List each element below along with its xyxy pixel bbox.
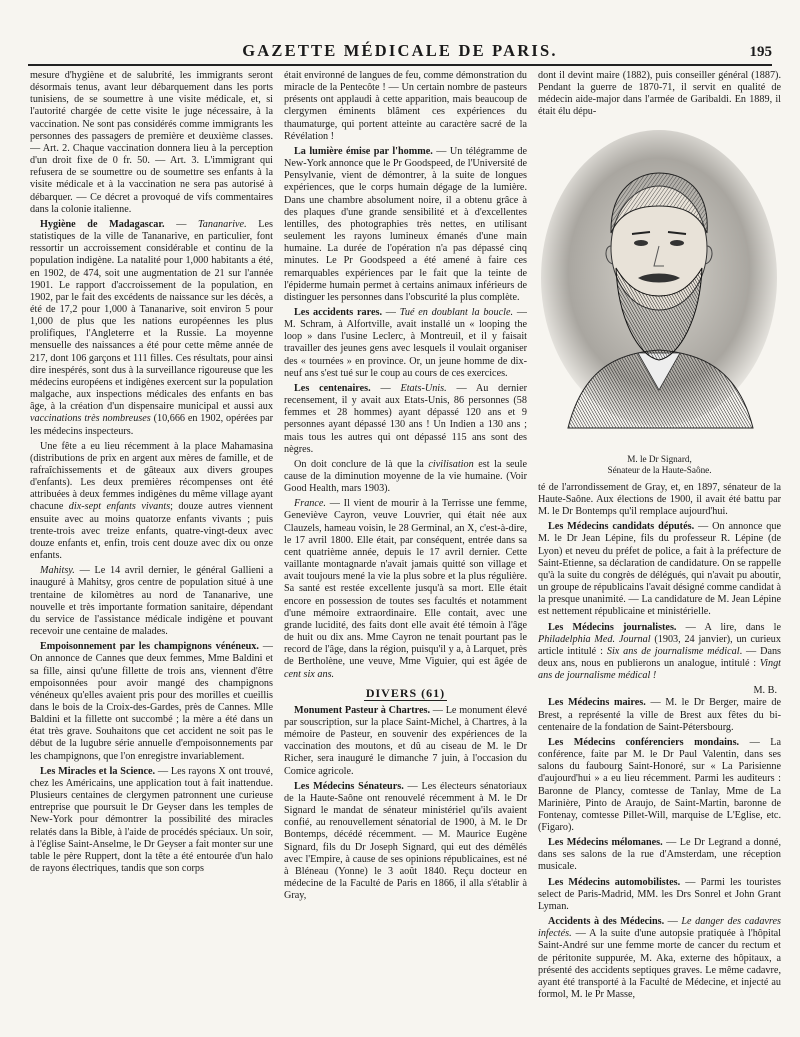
article-body: — M. Schram, à Alfortville, avait installé un « looping the loop » dans l'usine Leclerc, à Montreuil, et il y faisait travailler des jeunes gens avec lesquels il voulait organiser des « tournées » en province. Or, un jeune homme de dix-neuf ans s'est tué sur le coup au cours de ces exercices. xyxy=(284,306,527,379)
article-heading: Les Médecins journalistes. xyxy=(548,621,677,633)
article-heading: Les Médecins automobilistes. xyxy=(548,876,681,888)
article-body: Les statistiques de la ville de Tananarive, en particulier, font ressortir un accroissement considérable et continu de la population indigène. La natalité pour 1,000 habitants a été, en 1902, de 474, soit une augmentation de 21 sur l'année 1901. Le rapport d'accroissement de la population, en 1902, par le fait des excédents de naissance sur les décès, a été de 17,2 pour 1,000 à Tananarive, soit environ 5 pour 1,000 de plus que les nations européennes les plus prolifiques, l'Angleterre et la Russie. La moyenne mensuelle des naissances a été pour cette même année de 217, dont 106 garçons et 111 filles. Ces résultats, pour ainsi dire inespérés, sont dus à la surveillance rigoureuse que les médecins européens et indigènes exercent sur la population malgache, aux inspections médicales des enfants en bas âge, à la création d'un dispensaire municipal et aussi aux xyxy=(30,218,273,413)
caption-name: M. le Dr Signard, xyxy=(627,453,692,464)
article-accidents-medecins: Accidents à des Médecins. — Le danger des cadavres infectés. — A la suite d'une autopsie pratiquée à l'hôpital Saint-André sur une femme morte de cancer du rectum et de péritonite suppurée, M. Aka, externe des hôpitaux, a présenté des accidents septiques graves. Le même cadavre, ayant été transporté à la Faculté de Médecine, et injecté au formol, M. le Pr Masse, xyxy=(538,916,781,1001)
article-heading: Les Médecins mélomanes. xyxy=(548,837,663,849)
column-2 xyxy=(284,70,527,1032)
paragraph-text: — Il vient de mourir à la Terrisse une femme, Geneviève Cayron, veuve Louvrier, qui était née aux Clauzels, hameau voisin, le 28 Germinal, an X, c'est-à-dire, le 17 avril 1800. Elle était, par conséquent, entrée dans sa cent quatrième année, depuis le 17 avril dernier. Cette vaillante montagnarde n'avait jamais quitté son village et avait toujours mené la vie la plus sobre et la plus régulière. Sa santé est restée excellente jusqu'à sa mort. Elle était encore en possession de toutes ses facultés et notamment d'une mémoire extraordinaire. Elle contait, avec une grande lucidité, des faits dont elle avait été témoin à l'âge de huit ou dix ans. Mme Cayron ne tenait pourtant pas le record de l'âge, dans la région, puisqu'il y a, à Larquet, près de Bertholène, une veuve, Mme Viguier, qui est âgée de xyxy=(284,498,527,668)
paragraph-mahitsy xyxy=(30,565,273,638)
article-lumiere xyxy=(284,146,527,304)
article-candidats-deputes xyxy=(538,521,781,618)
journal-title: GAZETTE MÉDICALE DE PARIS. xyxy=(242,41,558,60)
article-centenaires: Les centenaires. — Etats-Unis. — Au dernier recensement, il y avait aux Etats-Unis, 86 personnes (58 femmes et 28 hommes) ayant dépassé 120 ans et 9 personnes ayant dépassé 130 ans ! Un Indien a 130 ans ; mais tous les autres qui ont dépassé 115 ans sont des nègres. xyxy=(284,382,527,455)
paragraph-fete xyxy=(30,441,273,563)
article-champignons xyxy=(30,641,273,763)
article-accidents-rares: Les accidents rares. — Tué en doublant la boucle. — M. Schram, à Alfortville, avait installé un « looping the loop » dans l'usine Leclerc, à Montreuil, et il y faisait travailler des jeunes gens avec lesquels il voulait organiser des « tournées » en province. Or, un jeune homme de dix-neuf ans s'est tué sur le coup au cours de ces exercices. xyxy=(284,306,527,379)
article-body-2: (1903, 24 janvier), un curieux article intitulé : xyxy=(538,633,781,657)
article-subheading: Tué en doublant la boucle. xyxy=(399,306,514,318)
article-senateurs xyxy=(284,781,527,903)
article-heading: Les Médecins maires. xyxy=(548,697,646,709)
paragraph-lead: Mahitsy. xyxy=(40,565,75,577)
article-journalistes xyxy=(538,622,781,683)
article-subheading: Etats-Unis. xyxy=(400,382,447,394)
paragraph-emphasis: cent six ans. xyxy=(284,668,335,680)
article-heading: Hygiène de Madagascar. xyxy=(40,218,165,230)
paragraph-text: On doit conclure de là que la xyxy=(294,458,424,470)
paragraph-text-tail: ; douze autres viennent ensuite avec au moins quatorze enfants vivants ; puis trente-trois avec treize enfants, quatre-vingt-deux avec douze enfants et, enfin, trois cent douze avec dix ou onze enfants. xyxy=(30,501,273,562)
article-madagascar: Hygiène de Madagascar. — Tananarive. Les statistiques de la ville de Tananarive, en particulier, font ressortir un accroissement considérable et continu de la population indigène. La natalité pour 1,000 habitants a été, en 1902, de 474, soit une augmentation de 21 sur l'année 1901. Le rapport d'accroissement de la population, en 1902, par le fait des excédents de naissance sur les décès, a été de 17,2 pour 1,000 à Tananarive, soit environ 5 pour 1,000 de plus que les nations européennes les plus prolifiques, l'Angleterre et la Russie. La moyenne mensuelle des naissances a été pour cette même année de 217, dont 106 garçons et 111 filles. Ces résultats, pour ainsi dire inespérés, sont dus à la surveillance rigoureuse que les médecins européens et indigènes exercent sur la population malgache, aux inspections médicales des enfants en bas âge, à la création d'un dispensaire municipal et aussi aux vaccinations très nombreuses (10,666 en 1902, opérées par les médecins inspecteurs. xyxy=(30,218,273,437)
article-body: — La conférence, faite par M. le Dr Paul Valentin, dans ses salons du faubourg Saint-Honoré, sur « La Parisienne d'aujourd'hui » a eu lieu récemment. Parmi les auditeurs : Baronne de Plancy, comtesse de Tanlay, Mme de La Marinière, Pinto de Araujo, de Saint-Martin, baronne de Fontenay, comtesse Pillet-Will, marquise de L'Eglise, etc. (Figaro). xyxy=(538,736,781,833)
paragraph-france xyxy=(284,498,527,680)
article-body: — Au dernier recensement, il y avait aux Etats-Unis, 86 personnes (58 femmes et 28 hommes) ayant dépassé 120 ans et 9 personnes ayant dépassé 130 ans ! Un Indien a 130 ans ; mais tous les autres qui ont dépassé 115 ans sont des nègres. xyxy=(284,382,527,455)
article-body: — Les rayons X ont trouvé, chez les Américains, une application tout à fait inattendue. Plusieurs centaines de clergymen patronnent une curieuse entreprise que poursuit le Dr Geyser dans les temples de New-York pour démontrer la possibilité des miracles relatés dans la Bible, à l'aide de procédés spéciaux. Un soir, à l'église Saint-Anselme, le Dr Geyser a fait monter sur une table le père Ruppert, dont la tête a été entourée d'un halo de rayons électriques, tandis que son corps xyxy=(30,765,273,874)
article-emphasis: vaccinations très nombreuses xyxy=(30,413,151,425)
paragraph-text: Une fête a eu lieu récemment à la place Mahamasina (distributions de prix en argent aux mères de famille, et de rafraîchissements et de gâteaux aux divers groupes d'enfants). Les deux premières récompenses ont été attribuées à deux femmes indigènes du même village ayant chacune xyxy=(30,440,273,513)
section-heading-text: DIVERS (61) xyxy=(365,685,446,700)
paragraph-signard-end: té de l'arrondissement de Gray, et, en 1897, sénateur de la Haute-Saône. Aux élections de 1900, il avait été battu par M. le Dr Bontemps qu'il remplace aujourd'hui. xyxy=(538,481,781,518)
paragraph-conclure xyxy=(284,459,527,495)
article-body: — Le Dr Legrand a donné, dans ses salons de la rue d'Amsterdam, une réception musicale. xyxy=(538,837,781,873)
paragraph-miracles-cont: était environné de langues de feu, comme démonstration du miracle de la Pentecôte ! — Un certain nombre de pasteurs présents ont applaudi à cette apparition, mais beaucoup de clergymen éminents blâment ces expériences du thaumaturge, qui portent atteinte au caractère sacré de la Révélation ! xyxy=(284,70,527,142)
article-maires xyxy=(538,697,781,733)
article-body: — Les électeurs sénatoriaux de la Haute-Saône ont renouvelé récemment à M. le Dr Signard le mandat de sénateur ministériel qu'ils avaient confié, au renouvellement sénatorial de 1900, à M. le Dr Bontemps, décédé récemment. — M. Maurice Eugène Signard, fils du Dr Joseph Signard, qui eut des démêlés avec l'Empire, à cause de ses opinions républicaines, est né à Bléneau (Yonne) le 3 août 1840. Reçu docteur en médecine de la Faculté de Paris en 1866, il alla s'établir à Gray, xyxy=(284,780,527,902)
article-body: — A la suite d'une autopsie pratiquée à l'hôpital Saint-André sur une femme morte de cancer du rectum et de péritonite suppurée, M. Aka, externe des hôpitaux, a présenté des accidents septiques graves. Le même cadavre, ayant été transporté à la Faculté de Médecine, et injecté au formol, M. le Pr Masse, xyxy=(538,928,781,1001)
portrait-caption xyxy=(538,454,781,476)
caption-title: Sénateur de la Haute-Saône. xyxy=(607,464,712,475)
article-monument-pasteur xyxy=(284,705,527,778)
paragraph-tunisia-vaccination: mesure d'hygiène et de salubrité, les immigrants seront désormais tenus, avant leur débarquement dans les ports tunisiens, de se soumettre à une visite médicale, et, si l'autorité chargée de cette visite le juge nécessaire, à la vaccination. Ne sont pas considérés comme immigrants les personnes des passagers de première et deuxième classes. — Art. 2. Chaque vaccination donnera lieu à la perception d'un droit fixe de 0 fr. 50. — Art. 3. L'immigrant qui refusera de se soumettre ou de soumettre ses enfants à la visite médicale et à la vaccination ne sera pas autorisé à débarquer. — Ce décret a provoqué de vifs commentaires dans la colonie italienne. xyxy=(30,70,273,215)
article-emphasis-2: Six ans de journalisme médical xyxy=(606,645,740,657)
article-signature: M. B. xyxy=(753,685,777,697)
paragraph-signard-cont: dont il devint maire (1882), puis conseiller général (1887). Pendant la guerre de 1870-71, il servit en qualité de médecin aide-major dans l'armée de Garibaldi. En 1889, il était élu dépu- xyxy=(538,70,781,118)
article-heading: Les accidents rares. xyxy=(294,306,382,318)
article-body-3: . — Dans deux ans, nous en publierons un analogue, intitulé : xyxy=(538,645,781,669)
portrait-eye-left xyxy=(634,240,648,246)
article-heading: Les Miracles et la Science. xyxy=(40,765,156,777)
article-heading: Les centenaires. xyxy=(294,382,371,394)
article-body: — M. le Dr Berger, maire de Brest, a représenté la ville de Brest aux fêtes du bi-centenaire de la fondation de Saint-Pétersbourg. xyxy=(538,697,781,733)
article-emphasis: Philadelphia Med. Journal xyxy=(538,633,651,645)
article-body: — On annonce que M. le Dr Jean Lépine, fils du professeur R. Lépine (de Lyon) et neveu du préfet de police, a fait à la préfecture de Saint-Etienne, sa déclaration de candidature. On se rappelle qu'à la suite du congrès de délégués, qui n'avait pu aboutir, un groupe de républicains l'avait désigné comme candidat à la presque unanimité. — La candidature de M. Jean Lépine est nettement républicaine et ministérielle. xyxy=(538,521,781,618)
paragraph-text: — Le 14 avril dernier, le général Gallieni a inauguré à Mahitsy, gros centre de population situé à une trentaine de kilomètres au nord de Tananarive, une nouvelle et très importante formation sanitaire, dépendant du service de l'assistance médicale indigène et pouvant recevoir une centaine de malades. xyxy=(30,565,273,638)
paragraph-emphasis: dix-sept enfants vivants xyxy=(68,501,171,513)
article-heading: Les Médecins Sénateurs. xyxy=(294,780,404,792)
portrait-eye-right xyxy=(670,240,684,246)
article-heading: Empoisonnement par les champignons vénéneux. xyxy=(40,641,259,653)
article-melomanes xyxy=(538,837,781,873)
article-body: — On annonce de Cannes que deux femmes, Mme Baldini et sa fille, ainsi qu'une fillette de trois ans, viennent d'être empoisonnées pour avoir mangé des champignons vénéneux qu'elles avaient pris pour des morilles et cueillis dans le bois de la Croix-des-Gardes, près de Cannes. Mlle Baldini et la fillette ont succombé ; la mère a été dans un état très grave. Souhaitons que cet accident ne soit pas le début de la lugubre série annuelle d'empoisonnements par les champignons, que l'on enregistre invariablement. xyxy=(30,641,273,762)
article-emphasis-3: Vingt ans de journalisme médical ! xyxy=(538,657,781,682)
article-heading: Les Médecins conférenciers mondains. xyxy=(548,736,740,748)
paragraph-text-tail: est la seule cause de la diminution moyenne de la vie humaine. (Voir Good Health, mars 1903). xyxy=(284,458,527,495)
paragraph-emphasis: civilisation xyxy=(428,458,474,470)
article-body: — Le monument élevé par souscription, sur la place Saint-Michel, à Chartres, à la mémoire de Pasteur, en souvenir des expériences de la vaccination des moutons, et dû au ciseau de M. le Dr Richer, sera inauguré le dimanche 7 juin, à l'occasion du Comice agricole. xyxy=(284,704,527,777)
article-heading: La lumière émise par l'homme. xyxy=(294,145,433,157)
section-heading-divers xyxy=(284,687,527,699)
article-body: — Parmi les touristes select de Paris-Madrid, MM. les Drs Sonrel et John Grant Lyman. xyxy=(538,876,781,912)
article-miracles xyxy=(30,766,273,875)
portrait-engraving xyxy=(538,128,781,446)
article-body: — A lire, dans le xyxy=(685,621,781,633)
paragraph-lead: France. xyxy=(294,498,326,510)
column-1 xyxy=(30,70,273,1032)
article-body: — Un télégramme de New-York annonce que le Pr Goodspeed, de l'Université de Pensylvanie, vient de démontrer, à la suite de longues expériences, que le corps humain dégage de la lumière. Dans une chambre absolument noire, il a obtenu grâce à des plaques d'une grande sensibilité et à d'excellentes lentilles, des photographies très nettes, en utilisant seulement les rayons lumineux émanés d'une main humaine. La durée de l'opération n'a pas dépassé cinq minutes. Le Pr Goodspeed a été amené à faire ces remarquables expériences par le fait que la teinte de l'épiderme humain permet à certains animaux inférieurs de distinguer les personnes dans l'obscurité la plus complète. xyxy=(284,145,527,303)
article-heading: Les Médecins candidats députés. xyxy=(548,521,695,533)
article-subheading: Le danger des cadavres infectés. xyxy=(538,916,781,940)
article-heading: Monument Pasteur à Chartres. xyxy=(294,704,431,716)
article-subheading: Tananarive. xyxy=(198,218,247,230)
masthead xyxy=(28,38,772,66)
article-conferenciers xyxy=(538,737,781,834)
page-number: 195 xyxy=(749,44,772,60)
article-body-tail: (10,666 en 1902, opérées par les médecins inspecteurs. xyxy=(30,413,273,437)
article-heading: Accidents à des Médecins. xyxy=(548,916,665,928)
column-3 xyxy=(538,70,781,1032)
article-automobilistes xyxy=(538,877,781,913)
